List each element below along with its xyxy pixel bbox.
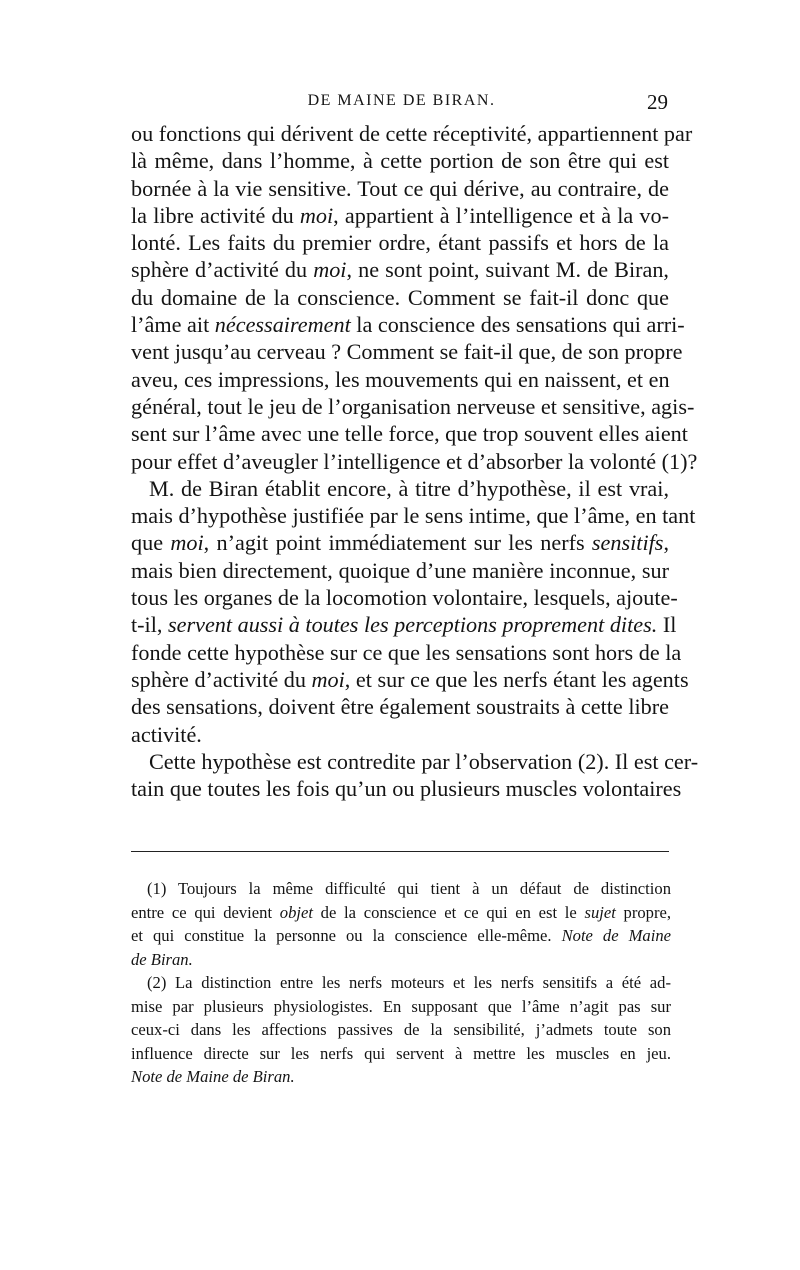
italic-word: sensitifs — [591, 530, 664, 556]
italic-word: moi — [170, 530, 204, 556]
text-line: mais d’hypothèse justifiée par le sens intime, que l’âme, en tant — [131, 503, 696, 529]
page-header — [135, 90, 668, 118]
text-line: général, tout le jeu de l’organisation nerveuse et sensitive, agis- — [131, 393, 695, 419]
text-line: sphère d’activité du moi, et sur ce que les nerfs étant les agents — [131, 666, 689, 692]
text-line: bornée à la vie sensitive. Tout ce qui dérive, au contraire, de — [131, 175, 669, 201]
page-number: 29 — [647, 90, 668, 114]
paragraph-2 — [131, 475, 696, 748]
italic-attribution: Note de Maine — [561, 926, 671, 945]
text-line: tain que toutes les fois qu’un ou plusieurs muscles volontaires — [131, 776, 682, 802]
body-text — [131, 120, 699, 802]
footnote-line: influence directe sur les nerfs qui servent à mettre les muscles en jeu. — [131, 1043, 671, 1063]
italic-word: moi — [299, 202, 334, 228]
italic-attribution: Note de Maine de Biran. — [131, 1067, 295, 1086]
footnote-1 — [131, 877, 671, 971]
text-line: Cette hypothèse est contredite par l’observation (2). Il est cer- — [149, 748, 699, 774]
text-line: sent sur l’âme avec une telle force, que trop souvent elles aient — [131, 421, 688, 447]
text-line: sphère d’activité du moi, ne sont point, suivant M. de Biran, — [131, 257, 669, 283]
italic-word: nécessairement — [214, 312, 351, 338]
text-line: que moi, n’agit point immédiatement sur les nerfs sensitifs, — [131, 530, 669, 556]
text-line: mais bien directement, quoique d’une manière inconnue, sur — [131, 557, 669, 583]
text-line: pour effet d’aveugler l’intelligence et d’absorber la volonté (1)? — [131, 448, 698, 474]
italic-phrase: servent aussi à toutes les perceptions proprement dites. — [167, 612, 658, 638]
text-line: activité. — [131, 721, 202, 747]
text-line: du domaine de la conscience. Comment se fait-il donc que — [131, 284, 669, 310]
footnote-2 — [131, 971, 671, 1089]
text-line: fonde cette hypothèse sur ce que les sensations sont hors de la — [131, 639, 682, 665]
italic-word: sujet — [584, 902, 616, 922]
footnote-line: entre ce qui devient objet de la conscience et ce qui en est le sujet propre, — [131, 902, 671, 922]
running-head: DE MAINE DE BIRAN. — [307, 92, 496, 109]
paragraph-1 — [131, 120, 698, 475]
italic-word: moi — [311, 666, 345, 692]
footnote-line: ceux-ci dans les affections passives de la sensibilité, j’admets toute son — [131, 1020, 671, 1039]
text-line: lonté. Les faits du premier ordre, étant passifs et hors de la — [131, 230, 669, 256]
paragraph-3 — [131, 748, 699, 803]
footnote-line: et qui constitue la personne ou la conscience elle-même. Note de Maine — [131, 926, 671, 945]
text-line: des sensations, doivent être également soustraits à cette libre — [131, 694, 669, 720]
footnote-line: mise par plusieurs physiologistes. En supposant que l’âme n’agit pas sur — [131, 996, 671, 1016]
text-line: la libre activité du moi, appartient à l’intelligence et à la vo- — [131, 202, 669, 228]
text-line: M. de Biran établit encore, à titre d’hypothèse, il est vrai, — [149, 475, 669, 501]
italic-attribution: de Biran. — [131, 949, 193, 969]
text-line: vent jusqu’au cerveau ? Comment se fait-il que, de son propre — [131, 339, 683, 365]
footnote-line: (2) La distinction entre les nerfs moteurs et les nerfs sensitifs a été ad- — [147, 973, 671, 992]
footnote-line — [131, 948, 671, 972]
text-line: aveu, ces impressions, les mouvements qui en naissent, et en — [131, 366, 670, 392]
text-line: l’âme ait nécessairement la conscience des sensations qui arri- — [131, 312, 685, 338]
text-line: ou fonctions qui dérivent de cette réceptivité, appartiennent par — [131, 121, 693, 146]
text-line: t-il, servent aussi à toutes les perceptions proprement dites. Il — [131, 612, 677, 638]
footnote-line — [131, 1065, 671, 1089]
italic-word: objet — [279, 902, 313, 922]
italic-word: moi — [313, 257, 347, 283]
text-line: tous les organes de la locomotion volontaire, lesquels, ajoute- — [131, 585, 678, 611]
footnotes — [131, 877, 671, 1089]
text-line: là même, dans l’homme, à cette portion de son être qui est — [131, 148, 669, 174]
footnote-rule — [131, 851, 669, 852]
footnote-line: (1) Toujours la même difficulté qui tient à un défaut de distinction — [147, 879, 671, 898]
